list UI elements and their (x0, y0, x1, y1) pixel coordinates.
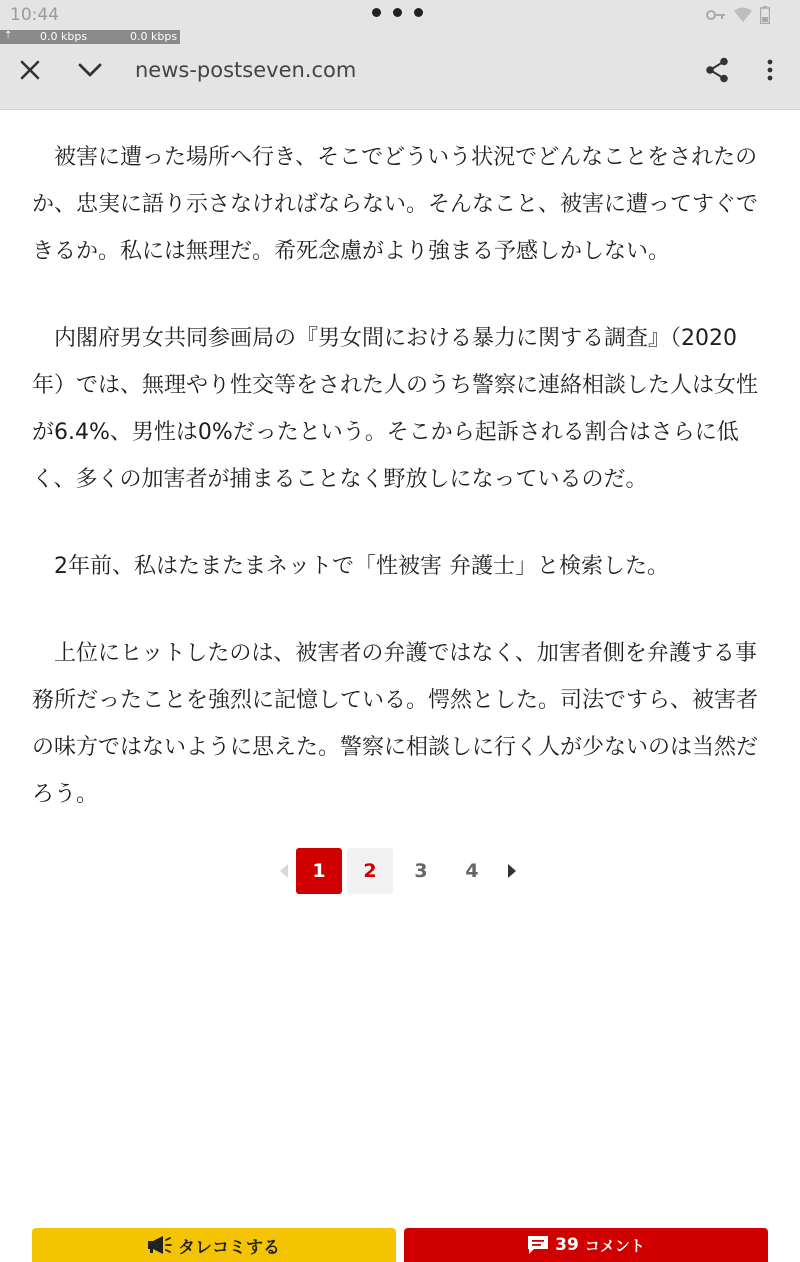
status-dots (372, 8, 423, 17)
more-options-button[interactable] (750, 50, 790, 90)
page-1-button[interactable]: 1 (296, 848, 342, 894)
download-speed: 0.0 kbps (130, 30, 178, 43)
caret-right-icon (507, 864, 517, 878)
prev-page-button[interactable] (272, 848, 296, 894)
bottom-action-bar (0, 1228, 800, 1262)
page-3-button[interactable]: 3 (414, 860, 428, 882)
close-button[interactable] (10, 50, 50, 90)
pagination (272, 848, 524, 894)
page-4-button[interactable]: 4 (465, 860, 479, 882)
url-text[interactable]: news-postseven.com (135, 58, 357, 82)
collapse-button[interactable] (70, 50, 110, 90)
chevron-down-icon (78, 62, 102, 78)
tarekomi-button[interactable] (32, 1228, 396, 1262)
caret-left-icon (279, 864, 289, 878)
next-page-button[interactable] (500, 848, 524, 894)
wifi-icon (734, 7, 752, 23)
article-paragraph: 上位にヒットしたのは、被害者の弁護ではなく、加害者側を弁護する事務所だったことを強烈に記憶している。愕然とした。司法ですら、被害者の味方ではないように思えた。警察に相談しに行く人が少ないのは当然だろう。 (32, 641, 759, 807)
megaphone-icon (148, 1236, 172, 1254)
dot (393, 8, 402, 17)
vpn-key-icon (706, 8, 726, 22)
dot (414, 8, 423, 17)
dot (372, 8, 381, 17)
article-paragraph: 被害に遭った場所へ行き、そこでどういう状況でどんなことをされたのか、忠実に語り示さなければならない。そんなこと、被害に遭ってすぐできるか。私には無理だ。希死念慮がより強まる予感しかしない。 (32, 145, 759, 264)
share-icon (705, 57, 729, 83)
upload-arrow-icon: ⇡ (4, 30, 13, 41)
status-time: 10:44 (10, 5, 59, 25)
status-icons (706, 6, 770, 24)
article-paragraph: 2年前、私はたまたまネットで「性被害 弁護士」と検索した。 (54, 554, 669, 579)
network-speed-indicator (0, 30, 180, 44)
share-button[interactable] (697, 50, 737, 90)
tarekomi-label: タレコミする (178, 1237, 280, 1258)
comment-icon (527, 1235, 549, 1255)
comment-button[interactable] (404, 1228, 768, 1262)
status-bar (0, 0, 800, 30)
article-body (32, 134, 768, 818)
comment-count: 39 (555, 1235, 579, 1255)
close-icon (20, 60, 40, 80)
battery-icon (760, 6, 770, 24)
more-vert-icon (767, 59, 773, 81)
upload-speed: 0.0 kbps (40, 30, 88, 43)
page-2-button[interactable]: 2 (347, 848, 393, 894)
article-paragraph: 内閣府男女共同参画局の『男女間における暴力に関する調査』（2020年）では、無理やり性交等をされた人のうち警察に連絡相談した人は女性が6.4%、男性は0%だったという。そこから起訴される割合はさらに低く、多くの加害者が捕まることなく野放しになっているのだ。 (32, 326, 759, 492)
comment-label: コメント (584, 1236, 645, 1255)
